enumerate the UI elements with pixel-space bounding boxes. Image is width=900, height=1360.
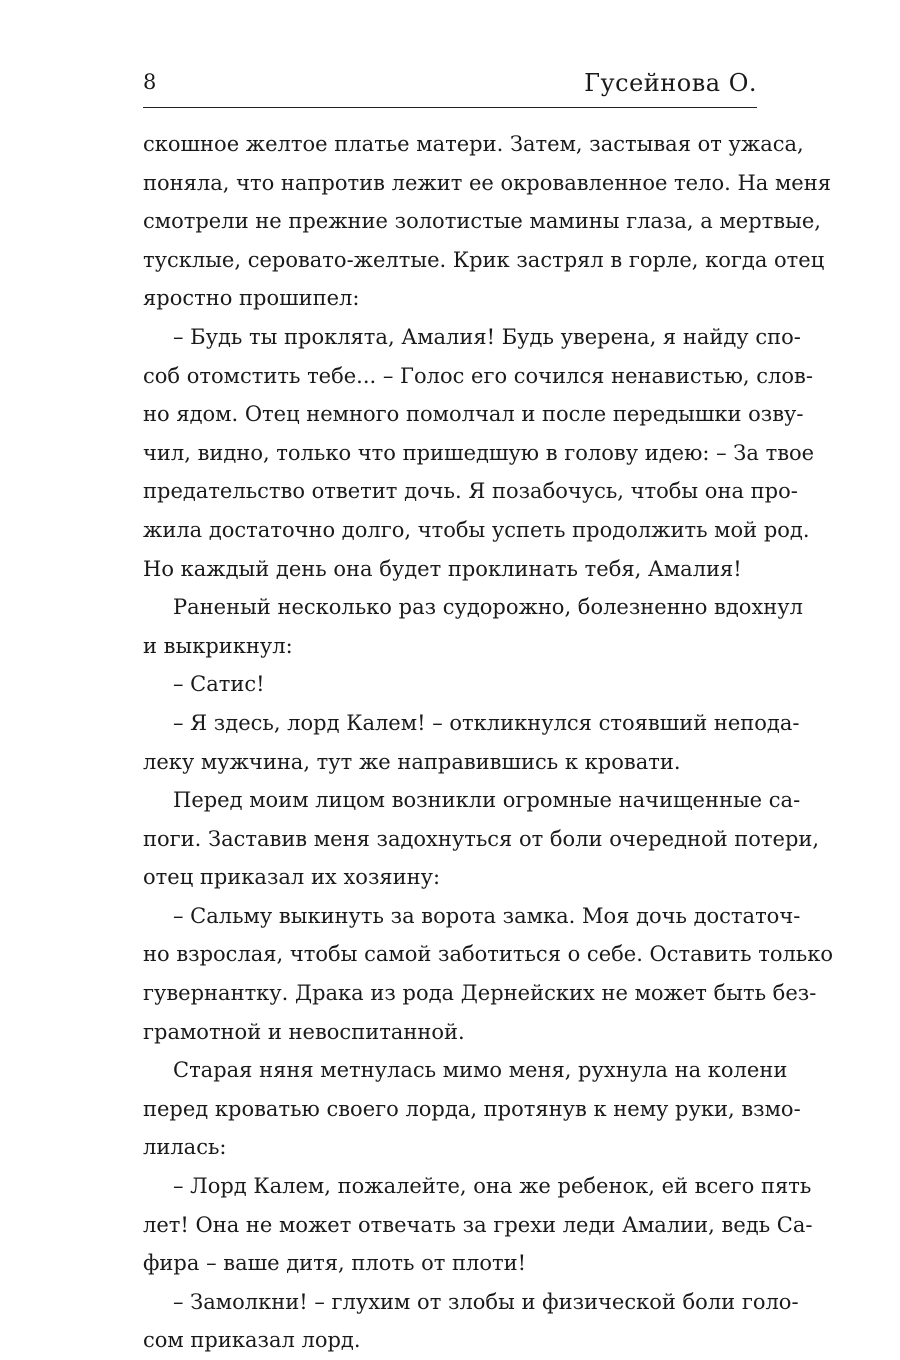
text-line: гувернантку. Драка из рода Дернейских не может быть без- [143,981,817,1006]
text-line: тусклые, серовато-желтые. Крик застрял в горле, когда отец [143,247,825,272]
text-line: яростно прошипел: [143,286,360,311]
text-line: смотрели не прежние золотистые мамины глаза, а мертвые, [143,209,821,234]
page-header [143,66,757,106]
text-line: грамотной и невоспитанной. [143,1019,465,1044]
text-line: соб отомстить тебе... – Голос его сочился ненавистью, слов- [143,363,813,388]
text-line: фира – ваше дитя, плоть от плоти! [143,1251,527,1276]
text-line: Раненый несколько раз судорожно, болезненно вдохнул [173,595,803,620]
text-line: Перед моим лицом возникли огромные начищенные са- [173,788,801,813]
text-line: – Замолкни! – глухим от злобы и физической боли голо- [173,1289,799,1314]
text-line: леку мужчина, тут же направившись к кровати. [143,749,681,774]
text-line: – Сатис! [173,672,265,697]
text-line: предательство ответит дочь. Я позабочусь, чтобы она про- [143,479,798,504]
text-line: перед кроватью своего лорда, протянув к нему руки, взмо- [143,1096,801,1121]
text-line: отец приказал их хозяину: [143,865,441,890]
text-line: но ядом. Отец немного помолчал и после передышки озву- [143,402,804,427]
text-line: – Я здесь, лорд Калем! – откликнулся стоявший непода- [173,710,800,735]
text-line: – Лорд Калем, пожалейте, она же ребенок, ей всего пять [173,1174,812,1199]
text-line: сом приказал лорд. [143,1328,361,1353]
text-line: – Сальму выкинуть за ворота замка. Моя дочь достаточ- [173,903,801,928]
text-line: Но каждый день она будет проклинать тебя, Амалия! [143,556,742,581]
text-line: жила достаточно долго, чтобы успеть продолжить мой род. [143,517,810,542]
text-line: чил, видно, только что пришедшую в голову идею: – За твое [143,440,815,465]
text-line: и выкрикнул: [143,633,293,658]
page-number: 8 [143,70,157,94]
text-line: лилась: [143,1135,227,1160]
text-line: лет! Она не может отвечать за грехи леди Амалии, ведь Са- [143,1212,813,1237]
text-line: но взрослая, чтобы самой заботиться о себе. Оставить только [143,942,834,967]
text-line: поги. Заставив меня задохнуться от боли очередной потери, [143,826,820,851]
body-text [143,125,834,1360]
text-line: – Будь ты проклята, Амалия! Будь уверена, я найду спо- [173,324,801,349]
text-line: поняла, что напротив лежит ее окровавленное тело. На меня [143,170,831,195]
header-rule [143,107,757,108]
text-line: скошное желтое платье матери. Затем, застывая от ужаса, [143,132,804,156]
running-head-author: Гусейнова О. [584,69,757,97]
text-line: Старая няня метнулась мимо меня, рухнула на колени [173,1058,788,1083]
